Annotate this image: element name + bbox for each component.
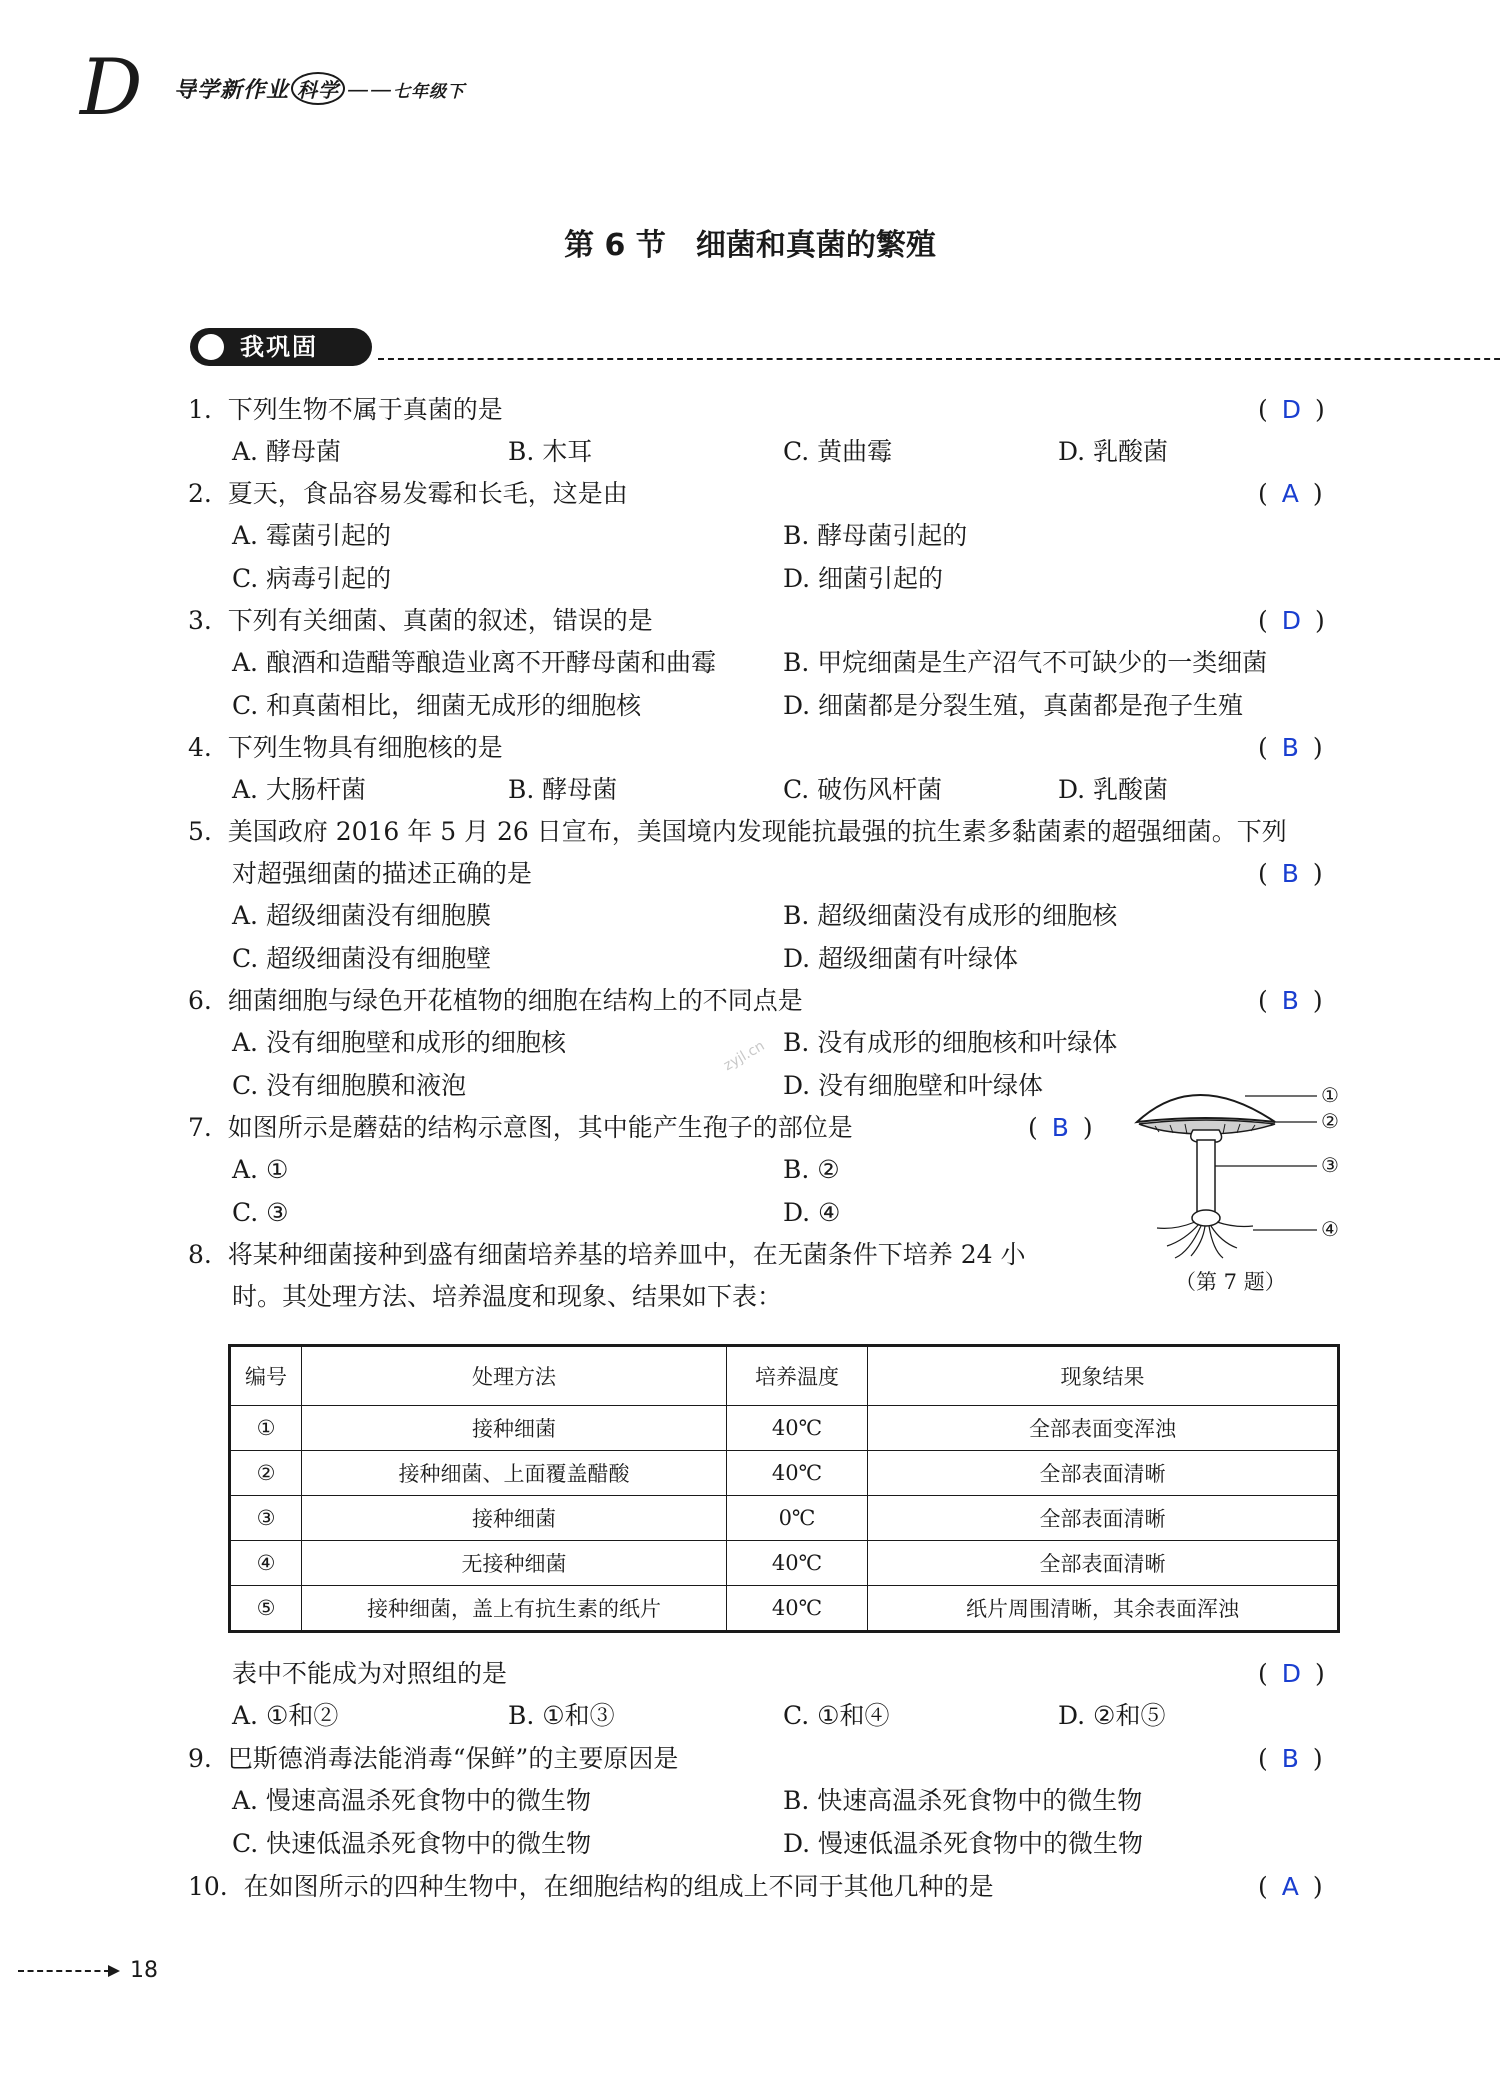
results-table [228,1344,1340,1633]
question-5 [188,815,1287,849]
table-cell: 接种细菌 [302,1496,727,1541]
option-c: C. 和真菌相比，细菌无成形的细胞核 [232,691,642,720]
column-header: 编号 [230,1346,302,1406]
question-stem: 如图所示是蘑菇的结构示意图，其中能产生孢子的部位是 [227,1113,853,1142]
table-cell: 接种细菌 [302,1406,727,1451]
book-header [174,72,465,105]
option-d: D. ④ [783,1198,841,1227]
option-a: A. 大肠杆菌 [232,775,366,804]
question-number: 2. [188,479,212,508]
option-b: B. ② [783,1155,840,1184]
answer-5: ( B ) [1258,859,1323,888]
answer-9: ( B ) [1258,1744,1323,1773]
question-stem-continued: 对超强细菌的描述正确的是 [232,859,533,888]
question-4 [188,731,503,765]
page-footer [18,1958,158,1983]
option-d: D. 慢速低温杀死食物中的微生物 [783,1829,1144,1858]
option-a: A. 酵母菌 [232,437,341,466]
option-a: A. 霉菌引起的 [232,521,391,550]
option-c: C. 病毒引起的 [232,564,392,593]
section-badge [190,328,372,366]
question-stem: 细菌细胞与绿色开花植物的细胞在结构上的不同点是 [227,986,803,1015]
label-2: ② [1321,1109,1339,1133]
answer-3: ( D ) [1258,606,1325,635]
option-c: C. 没有细胞膜和液泡 [232,1071,467,1100]
option-d: D. ②和⑤ [1058,1701,1166,1730]
table-row [230,1586,1339,1632]
answer-7: ( B ) [1028,1113,1093,1142]
answer-6: ( B ) [1258,986,1323,1015]
table-row [230,1451,1339,1496]
grade-label: 七年级下 [393,82,466,102]
question-number: 4. [188,733,212,762]
option-d: D. 细菌都是分裂生殖，真菌都是孢子生殖 [783,691,1244,720]
table-cell: 40℃ [727,1541,868,1586]
table-cell: ⑤ [230,1586,302,1632]
answer-1: ( D ) [1258,395,1325,424]
mushroom-stalk [1197,1140,1215,1216]
question-number: 9. [188,1744,212,1773]
question-number: 10. [188,1872,228,1901]
page-title: 第 6 节 细菌和真菌的繁殖 [564,228,936,263]
label-3: ③ [1321,1153,1339,1177]
section-label: 我巩固 [240,333,318,361]
column-header: 处理方法 [302,1346,727,1406]
table-cell: 无接种细菌 [302,1541,727,1586]
table-cell: ① [230,1406,302,1451]
option-a: A. 酿酒和造醋等酿造业离不开酵母菌和曲霉 [232,648,716,677]
header-dash: —— [347,78,394,103]
question-number: 3. [188,606,212,635]
question-stem: 在如图所示的四种生物中，在细胞结构的组成上不同于其他几种的是 [243,1872,994,1901]
option-a: A. 慢速高温杀死食物中的微生物 [232,1786,591,1815]
question-stem-continued: 时。其处理方法、培养温度和现象、结果如下表： [232,1282,783,1311]
figure-caption: （第 7 题） [1175,1270,1286,1294]
option-d: D. 乳酸菌 [1058,437,1169,466]
question-2 [188,477,628,511]
answer-4: ( B ) [1258,733,1323,762]
book-logo-d [78,48,170,124]
table-cell: 40℃ [727,1586,868,1632]
question-stem-continued: 表中不能成为对照组的是 [232,1659,508,1688]
option-c: C. 超级细菌没有细胞壁 [232,944,492,973]
table-cell: 40℃ [727,1451,868,1496]
table-cell: ④ [230,1541,302,1586]
option-b: B. 酵母菌引起的 [783,521,968,550]
answer-8: ( D ) [1258,1659,1325,1688]
question-6 [188,984,803,1018]
question-stem: 下列生物具有细胞核的是 [227,733,503,762]
table-cell: 接种细菌，盖上有抗生素的纸片 [302,1586,727,1632]
option-d: D. 细菌引起的 [783,564,944,593]
table-cell: 40℃ [727,1406,868,1451]
question-stem: 下列有关细菌、真菌的叙述，错误的是 [227,606,653,635]
watermark: zyjl.cn [720,1037,768,1075]
option-b: B. 快速高温杀死食物中的微生物 [783,1786,1143,1815]
answer-10: ( A ) [1258,1872,1323,1901]
option-b: B. 甲烷细菌是生产沼气不可缺少的一类细菌 [783,648,1268,677]
table-cell: 全部表面变浑浊 [868,1406,1339,1451]
label-1: ① [1321,1083,1339,1107]
option-d: D. 超级细菌有叶绿体 [783,944,1019,973]
question-stem: 下列生物不属于真菌的是 [227,395,503,424]
section-divider [378,358,1500,360]
option-a: A. ①和② [232,1701,339,1730]
question-number: 8. [188,1240,212,1269]
question-stem: 巴斯德消毒法能消毒“保鲜”的主要原因是 [227,1744,679,1773]
question-number: 1. [188,395,212,424]
question-9 [188,1742,678,1776]
question-number: 7. [188,1113,212,1142]
column-header: 培养温度 [727,1346,868,1406]
mushroom-hyphae [1157,1222,1253,1258]
question-number: 5. [188,817,212,846]
option-c: C. ①和④ [783,1701,890,1730]
arrow-icon [18,1970,110,1972]
option-b: B. 没有成形的细胞核和叶绿体 [783,1028,1118,1057]
question-7 [188,1111,853,1145]
option-b: B. 酵母菌 [508,775,618,804]
table-cell: ③ [230,1496,302,1541]
question-stem: 将某种细菌接种到盛有细菌培养基的培养皿中，在无菌条件下培养 24 小 [227,1240,1026,1269]
option-b: B. 木耳 [508,437,593,466]
table-header-row [230,1346,1339,1406]
table-cell: 全部表面清晰 [868,1541,1339,1586]
mushroom-base [1192,1210,1220,1226]
column-header: 现象结果 [868,1346,1339,1406]
option-d: D. 乳酸菌 [1058,775,1169,804]
question-stem: 美国政府 2016 年 5 月 26 日宣布，美国境内发现能抗最强的抗生素多黏菌素的超强细菌。下列 [227,817,1287,846]
question-10 [188,1870,994,1904]
question-3 [188,604,653,638]
page-number: 18 [130,1958,158,1983]
mushroom-cap [1137,1095,1275,1122]
option-c: C. 破伤风杆菌 [783,775,943,804]
answer-2: ( A ) [1258,479,1323,508]
option-c: C. 快速低温杀死食物中的微生物 [232,1829,592,1858]
option-b: B. 超级细菌没有成形的细胞核 [783,901,1118,930]
table-row [230,1496,1339,1541]
label-4: ④ [1321,1217,1339,1241]
option-a: A. 没有细胞壁和成形的细胞核 [232,1028,566,1057]
option-d: D. 没有细胞壁和叶绿体 [783,1071,1044,1100]
table-row [230,1406,1339,1451]
option-b: B. ①和③ [508,1701,615,1730]
table-row [230,1541,1339,1586]
svg-text:D: D [80,48,143,124]
book-title: 导学新作业 [174,78,290,103]
table-cell: 接种细菌、上面覆盖醋酸 [302,1451,727,1496]
option-a: A. ① [232,1155,289,1184]
table-cell: 纸片周围清晰，其余表面浑浊 [868,1586,1339,1632]
question-1 [188,393,503,427]
question-stem: 夏天，食品容易发霉和长毛，这是由 [227,479,628,508]
subject-badge: 科学 [291,72,345,105]
table-cell: ② [230,1451,302,1496]
mushroom-figure [1125,1080,1345,1260]
question-number: 6. [188,986,212,1015]
table-cell: 0℃ [727,1496,868,1541]
question-8 [188,1238,1025,1272]
option-a: A. 超级细菌没有细胞膜 [232,901,491,930]
table-cell: 全部表面清晰 [868,1496,1339,1541]
option-c: C. 黄曲霉 [783,437,893,466]
option-c: C. ③ [232,1198,289,1227]
printer-icon [198,334,224,360]
table-cell: 全部表面清晰 [868,1451,1339,1496]
